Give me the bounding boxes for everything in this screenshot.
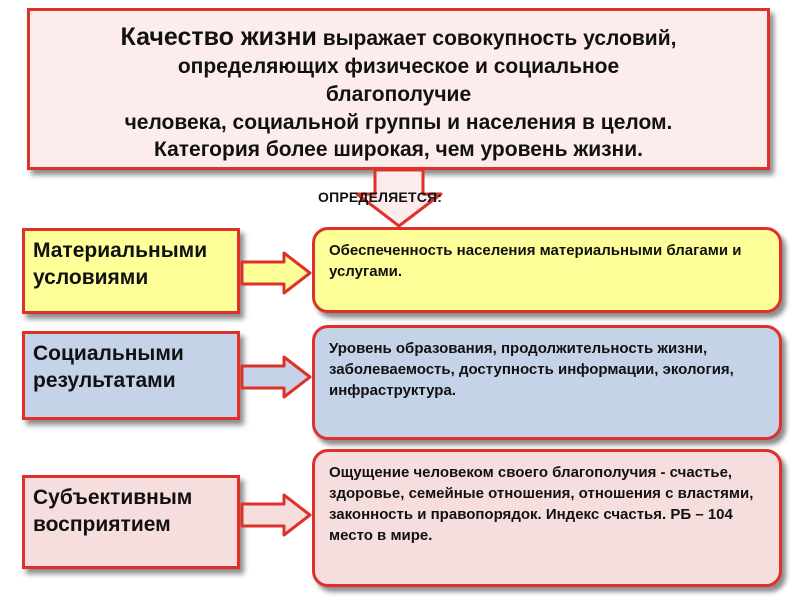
definition-box [27, 8, 770, 170]
row-3-description [312, 449, 782, 587]
right-arrow-icon [240, 492, 314, 538]
row-1-category-label: Материальными условиями [33, 239, 208, 289]
row-1-description [312, 227, 782, 313]
row-1-description-text: Обеспеченность населения материальными благами и услугами. [329, 242, 742, 280]
row-2-category [22, 331, 240, 420]
title-line-5: Категория более широкая, чем уровень жизни. [154, 138, 643, 161]
row-2-category-label: Социальными результатами [33, 342, 184, 392]
row-2-description-text: Уровень образования, продолжительность жизни, заболеваемость, доступность информации, экология, инфраструктура. [329, 340, 734, 399]
row-1-category [22, 228, 240, 314]
title-line-1 [30, 23, 767, 53]
row-3-category-label: Субъективным восприятием [33, 486, 193, 536]
row-3-category [22, 475, 240, 569]
determined-label: ОПРЕДЕЛЯЕТСЯ: [318, 189, 443, 205]
title-line-1-rest: выражает совокупность условий, [316, 27, 677, 50]
title-lead: Качество жизни [120, 23, 317, 51]
row-3-description-text: Ощущение человеком своего благополучия - счастье, здоровье, семейные отношения, отношения с властями, законность и правопорядок. Индекс счастья. РБ – 104 место в мире. [329, 464, 754, 544]
title-line-4: человека, социальной группы и населения в целом. [124, 111, 673, 134]
right-arrow-icon [240, 354, 314, 400]
row-2-description [312, 325, 782, 440]
right-arrow-icon [240, 250, 314, 296]
title-line-2: определяющих физическое и социальное [177, 55, 620, 78]
title-line-3: благополучие [325, 83, 472, 106]
